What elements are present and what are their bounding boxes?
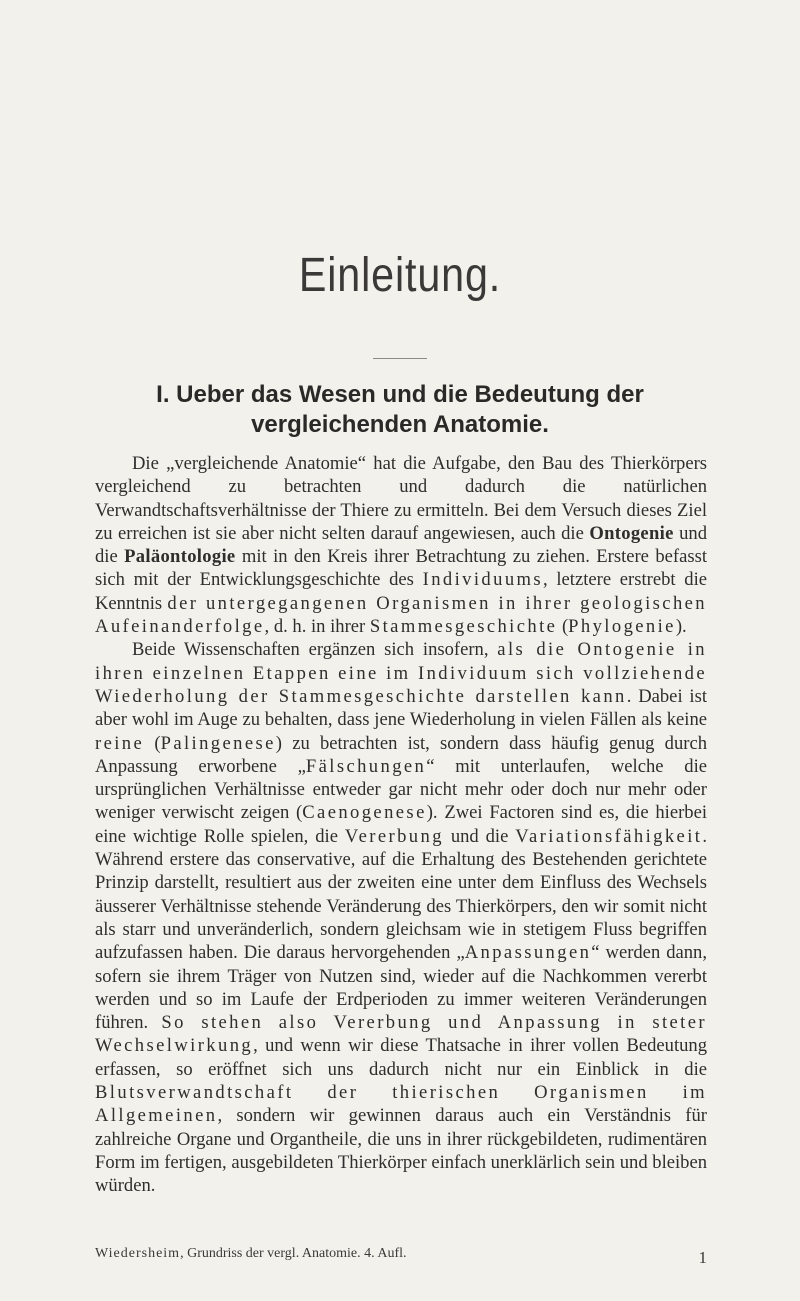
text-run: , d. h. in ihrer xyxy=(264,616,370,638)
text-run: ). xyxy=(675,616,687,638)
spaced-phrase: als die Ontogenie in ihren einzelnen Etappen eine im Individuum sich vollziehende Wiederholung der Stammesgeschichte darstellen kann xyxy=(95,639,707,707)
text-run: “ mit unterlaufen, welche die ursprünglichen Verhältnisse entweder gar nicht mehr oder doch nur mehr oder weniger verwischt zeigen ( xyxy=(95,755,707,824)
chapter-title: Einleitung. xyxy=(298,249,502,302)
section-heading-line-1: I. Ueber das Wesen und die Bedeutung der xyxy=(156,381,644,408)
paragraph-1 xyxy=(95,452,707,638)
text-run: ( xyxy=(557,616,569,638)
term-individuums: Individuums xyxy=(422,569,544,591)
text-run: und die xyxy=(95,522,708,568)
term-phylogenie: Phylogenie xyxy=(568,616,676,638)
footer-source: , Grundriss der vergl. Anatomie. 4. Aufl. xyxy=(180,1246,407,1261)
term-palingenese: Palingenese xyxy=(160,732,276,754)
text-run: ). Zwei Factoren sind es, die hierbei eine wichtige Rolle spielen, die xyxy=(95,802,707,847)
text-run: , sondern wir gewinnen daraus auch ein Verständnis für zahlreiche Organe und Organtheile, die uns in ihrer rückgebildeten, rudimentären Form im fertigen, ausgebildeten Thierkörper einfach unerklärlich sein und bleiben würden. xyxy=(95,1105,708,1197)
paragraph-2 xyxy=(95,638,707,1197)
spaced-phrase: der untergegangenen Organismen in ihrer geologischen Aufeinanderfolge xyxy=(95,592,707,638)
term-anpassungen: Anpassungen xyxy=(464,942,592,964)
term-palaeontologie: Paläontologie xyxy=(124,546,236,568)
footer-author: Wiedersheim xyxy=(95,1246,181,1261)
page-number: 1 xyxy=(698,1248,707,1267)
text-run: mit in den Kreis ihrer Betrachtung zu ziehen. Erstere befasst sich mit der Entwicklungsgeschichte des xyxy=(95,546,707,591)
term-stammesgeschichte: Stammesgeschichte xyxy=(369,616,558,638)
term-ontogenie: Ontogenie xyxy=(589,522,674,544)
term-caenogenese: Caenogenese xyxy=(302,802,427,824)
term-reine: reine xyxy=(95,732,145,754)
text-run: “ werden dann, sofern sie ihrem Träger von Nutzen sind, wieder auf die Nachkommen vererbt werden und so im Laufe der Erdperioden zu immer weiteren Veränderungen führen. xyxy=(95,942,707,1034)
text-run: . Während erstere das conservative, auf die Erhaltung des Bestehenden gerichtete Prinzip darstellt, resultiert aus der zweiten eine unter dem Einfluss des Wechsels äusserer Verhältnisse stehende Veränderung des Thierkörpers, den wir somit nicht als starr und unveränderlich, sondern gleichsam wie in stetigem Fluss begriffen aufzufassen haben. Die daraus hervorgehenden „ xyxy=(95,825,707,964)
title-divider xyxy=(373,358,427,359)
text-run: Beide Wissenschaften ergänzen sich insofern, xyxy=(132,639,498,661)
text-run: . Dabei ist aber wohl im Auge zu behalten, dass jene Wiederholung in vielen Fällen als keine xyxy=(95,685,707,731)
text-run: und die xyxy=(443,825,516,847)
term-faelschungen: Fälschungen xyxy=(305,755,427,777)
text-run: ) zu betrachten ist, sondern dass häufig genug durch Anpassung erworbene „ xyxy=(95,732,707,777)
text-run: , und wenn wir diese Thatsache in ihrer vollen Bedeutung erfassen, so eröffnet sich uns dadurch nicht nur ein Einblick in die xyxy=(95,1035,707,1080)
spaced-phrase: So stehen also Vererbung und Anpassung in steter Wechselwirkung xyxy=(95,1012,707,1057)
footer-citation xyxy=(95,1246,407,1262)
text-run: Die „vergleichende Anatomie“ hat die Aufgabe, den Bau des Thierkörpers vergleichend zu betrachten und dadurch die natürlichen Verwandtschaftsverhältnisse der Thiere zu ermitteln. Bei dem Versuch dieses Ziel zu erreichen ist sie aber nicht selten darauf angewiesen, auch die xyxy=(95,453,707,544)
section-heading-line-2: vergleichenden Anatomie. xyxy=(251,411,549,438)
term-variationsfaehigkeit: Variationsfähigkeit xyxy=(515,825,703,847)
body-text xyxy=(95,452,707,1198)
section-heading xyxy=(80,380,720,440)
spaced-phrase: Blutsverwandtschaft der thierischen Organismen im Allgemeinen xyxy=(95,1082,707,1127)
term-vererbung: Vererbung xyxy=(344,825,444,847)
text-run: , letztere erstrebt die Kenntnis xyxy=(95,569,707,614)
text-run: ( xyxy=(144,732,161,754)
